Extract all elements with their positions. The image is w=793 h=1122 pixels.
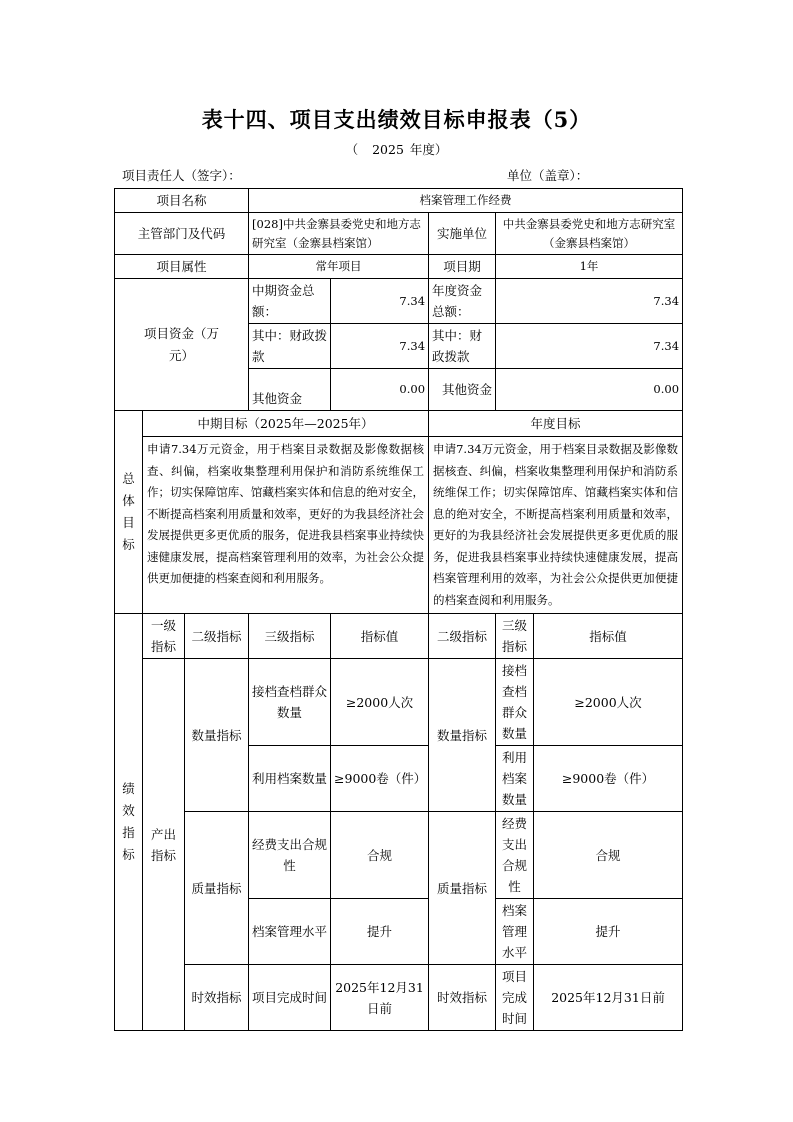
mid-other-label: 其他资金 [249, 369, 331, 411]
header-level3: 三级指标 [249, 614, 331, 659]
responsible-person-label: 项目责任人（签字）： [122, 168, 241, 183]
quality-indicator-label-annual: 质量指标 [429, 812, 496, 965]
perf-indicator-label: 绩效指标 [115, 614, 143, 1031]
project-name-label: 项目名称 [115, 189, 249, 213]
project-name-row [115, 189, 683, 213]
funds-label-text: 项目资金（万元） [143, 325, 219, 363]
level3-indicator: 档案管理水平 [249, 899, 331, 965]
indicator-value-annual: 提升 [534, 899, 683, 965]
level3-indicator-annual: 项目完成时间 [496, 965, 534, 1031]
mid-fiscal-label: 其中：财政拨款 [249, 324, 331, 369]
level3-indicator: 接档查档群众数量 [249, 659, 331, 746]
indicator-value: 合规 [331, 812, 429, 899]
fiscal-year-line [0, 140, 793, 158]
mid-goal-header: 中期目标（2025年—2025年） [143, 411, 429, 437]
annual-fiscal-value: 7.34 [496, 324, 683, 369]
header-value-annual: 指标值 [534, 614, 683, 659]
indicator-value: 2025年12月31日前 [331, 965, 429, 1031]
mid-fiscal-value: 7.34 [331, 324, 429, 369]
fiscal-year: 2025 [372, 142, 404, 157]
overall-goal-header-row [115, 411, 683, 437]
indicator-value: 提升 [331, 899, 429, 965]
annual-fiscal-label: 其中：财政拨款 [429, 324, 496, 369]
funds-row-total [115, 279, 683, 324]
header-level2: 二级指标 [185, 614, 249, 659]
annual-total-label: 年度资金总额： [429, 279, 496, 324]
indicator-value-annual: 2025年12月31日前 [534, 965, 683, 1031]
header-level1: 一级指标 [143, 614, 185, 659]
attribute-row [115, 255, 683, 279]
period-value: 1年 [496, 255, 683, 279]
year-prefix: （ [345, 142, 359, 157]
dept-label: 主管部门及代码 [115, 213, 249, 255]
timeliness-indicator-label: 时效指标 [185, 965, 249, 1031]
mid-total-label: 中期资金总额： [249, 279, 331, 324]
unit-seal-label: 单位（盖章）： [507, 168, 589, 183]
performance-target-table [114, 188, 683, 1031]
level3-indicator: 利用档案数量 [249, 746, 331, 812]
mid-total-value: 7.34 [331, 279, 429, 324]
quantity-indicator-label-annual: 数量指标 [429, 659, 496, 812]
timeliness-indicator-label-annual: 时效指标 [429, 965, 496, 1031]
level3-indicator: 经费支出合规性 [249, 812, 331, 899]
indicator-value-annual: 合规 [534, 812, 683, 899]
period-label: 项目期 [429, 255, 496, 279]
year-suffix: 年度） [409, 142, 448, 157]
project-name-value: 档案管理工作经费 [249, 189, 683, 213]
level3-indicator-annual: 接档查档群众数量 [496, 659, 534, 746]
mid-other-value: 0.00 [331, 369, 429, 411]
document-title: 表十四、项目支出绩效目标申报表（5） [201, 107, 592, 132]
level3-indicator-annual: 利用档案数量 [496, 746, 534, 812]
attr-label: 项目属性 [115, 255, 249, 279]
department-row [115, 213, 683, 255]
quantity-indicator-label: 数量指标 [185, 659, 249, 812]
level3-indicator-annual: 经费支出合规性 [496, 812, 534, 899]
indicator-value: ≥9000卷（件） [331, 746, 429, 812]
header-level2-annual: 二级指标 [429, 614, 496, 659]
indicator-row [115, 659, 683, 746]
dept-value: [028]中共金寨县委党史和地方志研究室（金寨县档案馆） [249, 213, 429, 255]
output-indicator-label: 产出指标 [143, 659, 185, 1031]
annual-goal-header: 年度目标 [429, 411, 683, 437]
annual-other-value: 0.00 [496, 369, 683, 411]
overall-goal-text-row [115, 437, 683, 614]
annual-total-value: 7.34 [496, 279, 683, 324]
indicator-value-annual: ≥2000人次 [534, 659, 683, 746]
annual-goal-text: 申请7.34万元资金，用于档案目录数据及影像数据核查、纠偏，档案收集整理利用保护和消防系统维保工作；切实保障馆库、馆藏档案实体和信息的绝对安全，不断提高档案利用质量和效率，更好的为我县经济社会发展提供更多更优质的服务，促进我县档案事业持续快速健康发展，提高档案管理利用的效率，为社会公众提供更加便捷的档案查阅和利用服务。 [429, 437, 683, 614]
header-value: 指标值 [331, 614, 429, 659]
indicator-row [115, 965, 683, 1031]
header-level3-annual: 三级指标 [496, 614, 534, 659]
indicator-value: ≥2000人次 [331, 659, 429, 746]
indicator-row [115, 812, 683, 899]
level3-indicator: 项目完成时间 [249, 965, 331, 1031]
indicator-value-annual: ≥9000卷（件） [534, 746, 683, 812]
level3-indicator-annual: 档案管理水平 [496, 899, 534, 965]
annual-other-label: 其他资金 [429, 369, 496, 411]
indicator-header-row [115, 614, 683, 659]
funds-label [115, 279, 249, 411]
impl-unit-label: 实施单位 [429, 213, 496, 255]
mid-goal-text: 申请7.34万元资金，用于档案目录数据及影像数据核查、纠偏，档案收集整理利用保护和消防系统维保工作；切实保障馆库、馆藏档案实体和信息的绝对安全，不断提高档案利用质量和效率，更好的为我县经济社会发展提供更多更优质的服务，促进我县档案事业持续快速健康发展，提高档案管理利用的效率，为社会公众提供更加便捷的档案查阅和利用服务。 [143, 437, 429, 614]
attr-value: 常年项目 [249, 255, 429, 279]
quality-indicator-label: 质量指标 [185, 812, 249, 965]
overall-goal-label: 总体目标 [115, 411, 143, 614]
impl-unit-value: 中共金寨县委党史和地方志研究室（金寨县档案馆） [496, 213, 683, 255]
